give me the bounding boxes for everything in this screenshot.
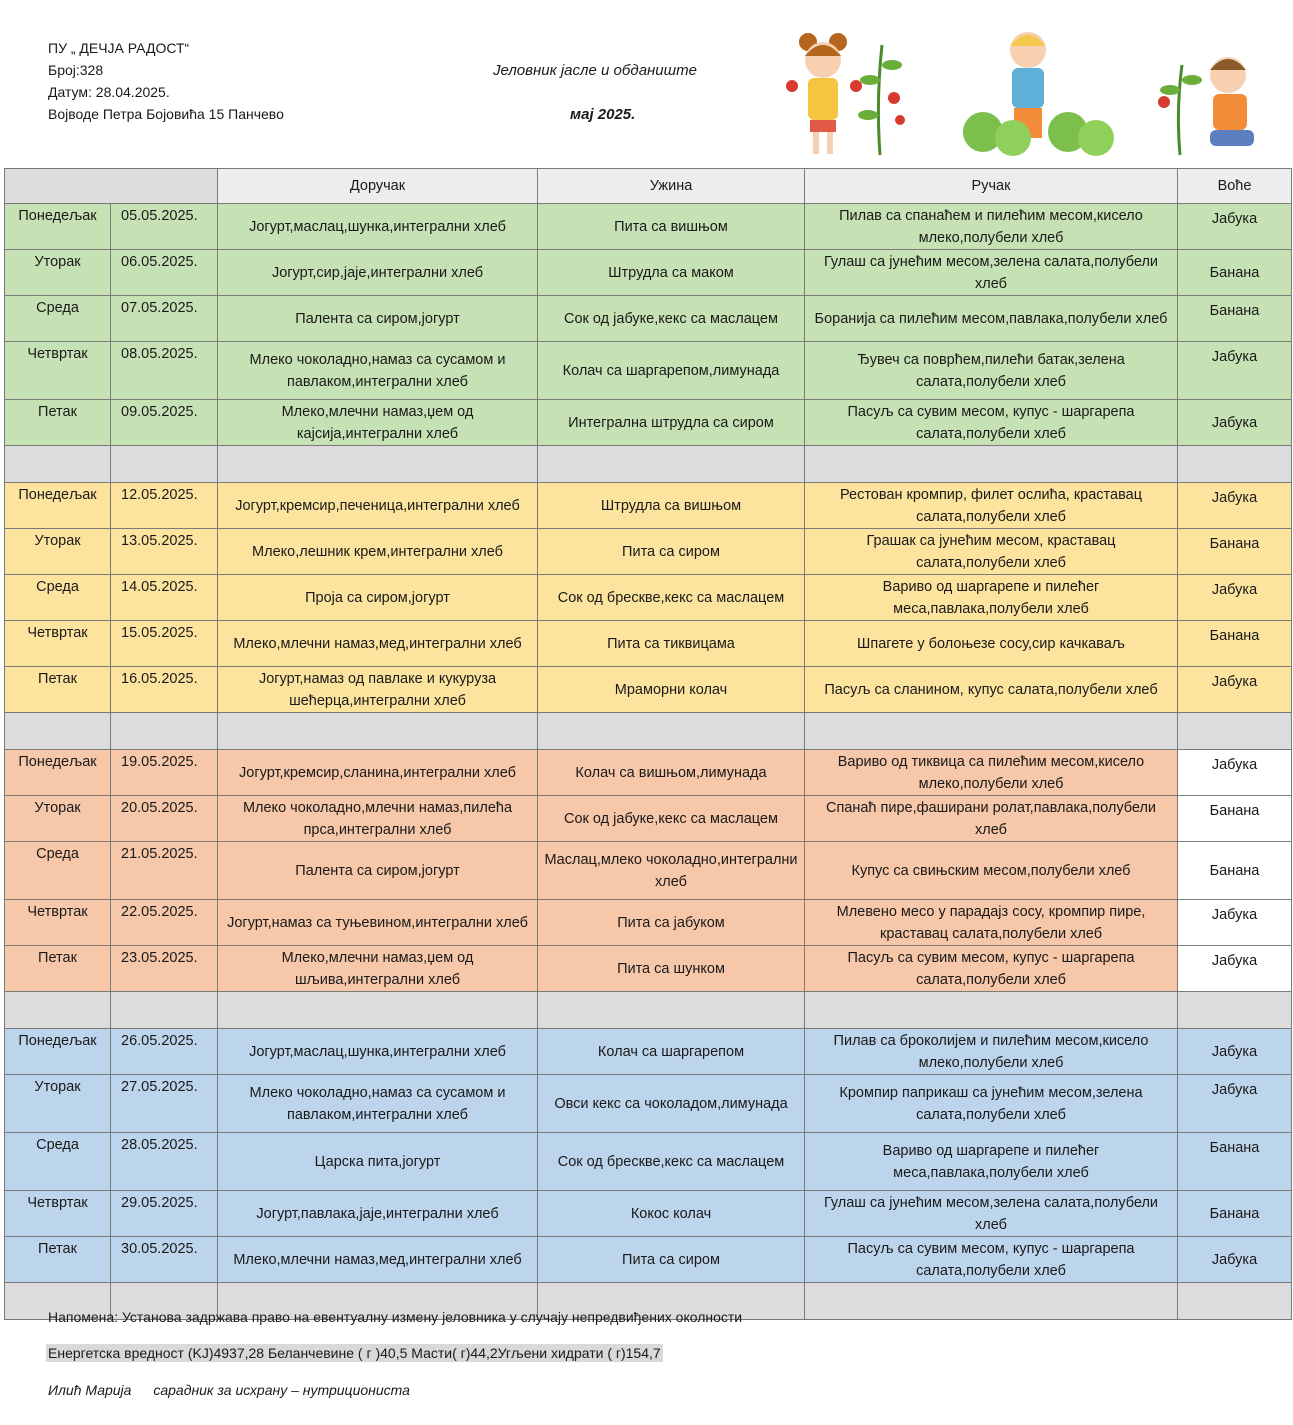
table-row — [5, 750, 1292, 796]
column-header-lunch: Ручак — [805, 169, 1178, 204]
lunch-cell: Купус са свињским месом,полубели хлеб — [805, 842, 1178, 900]
institution-info — [48, 37, 284, 125]
lunch-cell: Вариво од шаргарепе и пилећег меса,павлака,полубели хлеб — [805, 575, 1178, 621]
lunch-cell: Вариво од тиквица са пилећим месом,кисело млеко,полубели хлеб — [805, 750, 1178, 796]
lunch-cell: Шпагете у болоњезе сосу,сир качкаваљ — [805, 621, 1178, 667]
column-header-breakfast: Доручак — [218, 169, 538, 204]
table-row — [5, 483, 1292, 529]
table-row — [5, 667, 1292, 713]
fruit-cell: Јабука — [1178, 400, 1292, 446]
week-separator — [5, 992, 1292, 1029]
lunch-cell: Пасуљ са сланином, купус салата,полубели хлеб — [805, 667, 1178, 713]
snack-cell: Штрудла са вишњом — [538, 483, 805, 529]
breakfast-cell: Палента са сиром,јогурт — [218, 296, 538, 342]
day-date: 06.05.2025. — [111, 250, 218, 296]
energy-values: Енергетска вредност (KJ)4937,28 Беланчевине ( г )40,5 Масти( г)44,2Угљени хидрати ( г)154,7 — [48, 1345, 661, 1361]
institution-address: Војводе Петра Бојовића 15 Панчево — [48, 106, 284, 122]
fruit-cell: Банана — [1178, 1191, 1292, 1237]
table-row — [5, 1029, 1292, 1075]
day-name: Среда — [5, 1133, 111, 1191]
author-role: сарадник за исхрану – нутрициониста — [153, 1382, 410, 1398]
table-row — [5, 842, 1292, 900]
day-name: Четвртак — [5, 1191, 111, 1237]
snack-cell: Колач са шаргарепом — [538, 1029, 805, 1075]
day-name: Четвртак — [5, 900, 111, 946]
table-row — [5, 400, 1292, 446]
day-date: 28.05.2025. — [111, 1133, 218, 1191]
day-date: 21.05.2025. — [111, 842, 218, 900]
table-row — [5, 250, 1292, 296]
day-name: Четвртак — [5, 621, 111, 667]
lunch-cell: Кромпир паприкаш са јунећим месом,зелена салата,полубели хлеб — [805, 1075, 1178, 1133]
institution-name: ПУ „ ДЕЧЈА РАДОСТ“ — [48, 40, 190, 56]
day-date: 22.05.2025. — [111, 900, 218, 946]
header-day-date-cell — [5, 169, 218, 204]
breakfast-cell: Млеко,млечни намаз,џем од кајсија,интегрални хлеб — [218, 400, 538, 446]
snack-cell: Пита са јабуком — [538, 900, 805, 946]
lunch-cell: Гулаш са јунећим месом,зелена салата,полубели хлеб — [805, 250, 1178, 296]
fruit-cell: Банана — [1178, 296, 1292, 342]
day-name: Понедељак — [5, 204, 111, 250]
breakfast-cell: Млеко чоколадно,намаз са сусамом и павлаком,интегрални хлеб — [218, 342, 538, 400]
snack-cell: Пита са сиром — [538, 529, 805, 575]
breakfast-cell: Јогурт,кремсир,сланина,интегрални хлеб — [218, 750, 538, 796]
author-name: Илић Марија — [48, 1382, 132, 1398]
day-date: 30.05.2025. — [111, 1237, 218, 1283]
fruit-cell: Јабука — [1178, 204, 1292, 250]
tomato-plant-2 — [1158, 65, 1202, 155]
document-date: Датум: 28.04.2025. — [48, 84, 170, 100]
breakfast-cell: Јогурт,маслац,шунка,интегрални хлеб — [218, 204, 538, 250]
fruit-cell: Банана — [1178, 250, 1292, 296]
breakfast-cell: Јогурт,павлака,јаје,интегрални хлеб — [218, 1191, 538, 1237]
breakfast-cell: Јогурт,намаз од павлаке и кукуруза шећерца,интегрални хлеб — [218, 667, 538, 713]
lunch-cell: Пилав са спанаћем и пилећим месом,кисело млеко,полубели хлеб — [805, 204, 1178, 250]
column-header-fruit: Воће — [1178, 169, 1292, 204]
day-date: 19.05.2025. — [111, 750, 218, 796]
lunch-cell: Гулаш са јунећим месом,зелена салата,полубели хлеб — [805, 1191, 1178, 1237]
fruit-cell: Јабука — [1178, 1075, 1292, 1133]
fruit-cell: Банана — [1178, 621, 1292, 667]
breakfast-cell: Проја са сиром,јогурт — [218, 575, 538, 621]
day-name: Петак — [5, 1237, 111, 1283]
table-row — [5, 204, 1292, 250]
lunch-cell: Рестован кромпир, филет ослића, краставац салата,полубели хлеб — [805, 483, 1178, 529]
table-row — [5, 796, 1292, 842]
snack-cell: Сок од јабуке,кекс са маслацем — [538, 296, 805, 342]
day-date: 27.05.2025. — [111, 1075, 218, 1133]
table-row — [5, 342, 1292, 400]
table-row — [5, 1075, 1292, 1133]
table-row — [5, 296, 1292, 342]
day-name: Понедељак — [5, 1029, 111, 1075]
table-row — [5, 529, 1292, 575]
column-header-snack: Ужина — [538, 169, 805, 204]
fruit-cell: Јабука — [1178, 946, 1292, 992]
table-row — [5, 1133, 1292, 1191]
snack-cell: Колач са вишњом,лимунада — [538, 750, 805, 796]
fruit-cell: Јабука — [1178, 1029, 1292, 1075]
day-name: Четвртак — [5, 342, 111, 400]
lunch-cell: Пасуљ са сувим месом, купус - шаргарепа салата,полубели хлеб — [805, 1237, 1178, 1283]
breakfast-cell: Млеко чоколадно,намаз са сусамом и павлаком,интегрални хлеб — [218, 1075, 538, 1133]
day-date: 05.05.2025. — [111, 204, 218, 250]
snack-cell: Мраморни колач — [538, 667, 805, 713]
snack-cell: Пита са сиром — [538, 1237, 805, 1283]
fruit-cell: Јабука — [1178, 483, 1292, 529]
snack-cell: Пита са тиквицама — [538, 621, 805, 667]
snack-cell: Сок од брескве,кекс са маслацем — [538, 1133, 805, 1191]
table-row — [5, 621, 1292, 667]
table-row — [5, 1237, 1292, 1283]
snack-cell: Маслац,млеко чоколадно,интегрални хлеб — [538, 842, 805, 900]
breakfast-cell: Јогурт,кремсир,печеница,интегрални хлеб — [218, 483, 538, 529]
day-date: 08.05.2025. — [111, 342, 218, 400]
snack-cell: Пита са вишњом — [538, 204, 805, 250]
snack-cell: Овси кекс са чоколадом,лимунада — [538, 1075, 805, 1133]
boy-figure-right — [1210, 57, 1254, 146]
snack-cell: Пита са шунком — [538, 946, 805, 992]
snack-cell: Сок од јабуке,кекс са маслацем — [538, 796, 805, 842]
table-row — [5, 575, 1292, 621]
day-name: Петак — [5, 946, 111, 992]
footer-note: Напомена: Установа задржава право на евентуалну измену јеловника у случају непредвиђених околности — [48, 1309, 743, 1325]
signature-line — [48, 1382, 410, 1398]
day-name: Петак — [5, 667, 111, 713]
week-separator — [5, 713, 1292, 750]
breakfast-cell: Јогурт,намаз са туњевином,интегрални хлеб — [218, 900, 538, 946]
lunch-cell: Вариво од шаргарепе и пилећег меса,павлака,полубели хлеб — [805, 1133, 1178, 1191]
weekly-menu-table — [4, 168, 1292, 1320]
day-date: 14.05.2025. — [111, 575, 218, 621]
breakfast-cell: Млеко,млечни намаз,џем од шљива,интегрални хлеб — [218, 946, 538, 992]
table-row — [5, 1191, 1292, 1237]
day-name: Среда — [5, 575, 111, 621]
snack-cell: Колач са шаргарепом,лимунада — [538, 342, 805, 400]
fruit-cell: Банана — [1178, 796, 1292, 842]
fruit-cell: Јабука — [1178, 1237, 1292, 1283]
breakfast-cell: Царска пита,јогурт — [218, 1133, 538, 1191]
lunch-cell: Пасуљ са сувим месом, купус - шаргарепа салата,полубели хлеб — [805, 400, 1178, 446]
table-row — [5, 946, 1292, 992]
breakfast-cell: Палента са сиром,јогурт — [218, 842, 538, 900]
day-date: 16.05.2025. — [111, 667, 218, 713]
week-separator — [5, 446, 1292, 483]
lunch-cell: Спанаћ пире,фаширани ролат,павлака,полубели хлеб — [805, 796, 1178, 842]
snack-cell: Кокос колач — [538, 1191, 805, 1237]
lunch-cell: Боранија са пилећим месом,павлака,полубели хлеб — [805, 296, 1178, 342]
lunch-cell: Ђувеч са поврћем,пилећи батак,зелена салата,полубели хлеб — [805, 342, 1178, 400]
day-name: Уторак — [5, 796, 111, 842]
breakfast-cell: Јогурт,маслац,шунка,интегрални хлеб — [218, 1029, 538, 1075]
day-date: 29.05.2025. — [111, 1191, 218, 1237]
day-date: 20.05.2025. — [111, 796, 218, 842]
snack-cell: Сок од брескве,кекс са маслацем — [538, 575, 805, 621]
day-date: 26.05.2025. — [111, 1029, 218, 1075]
fruit-cell: Јабука — [1178, 667, 1292, 713]
day-name: Среда — [5, 842, 111, 900]
snack-cell: Интегрална штрудла са сиром — [538, 400, 805, 446]
breakfast-cell: Млеко,млечни намаз,мед,интегрални хлеб — [218, 621, 538, 667]
day-name: Уторак — [5, 529, 111, 575]
breakfast-cell: Млеко,млечни намаз,мед,интегрални хлеб — [218, 1237, 538, 1283]
fruit-cell: Јабука — [1178, 575, 1292, 621]
day-date: 13.05.2025. — [111, 529, 218, 575]
breakfast-cell: Млеко,лешник крем,интегрални хлеб — [218, 529, 538, 575]
day-name: Среда — [5, 296, 111, 342]
lunch-cell: Пилав са броколијем и пилећим месом,кисело млеко,полубели хлеб — [805, 1029, 1178, 1075]
day-date: 15.05.2025. — [111, 621, 218, 667]
lunch-cell: Млевено месо у парадајз сосу, кромпир пире, краставац салата,полубели хлеб — [805, 900, 1178, 946]
girl-figure — [786, 33, 862, 154]
day-date: 12.05.2025. — [111, 483, 218, 529]
day-name: Понедељак — [5, 483, 111, 529]
fruit-cell: Банана — [1178, 842, 1292, 900]
menu-month: мај 2025. — [570, 106, 636, 123]
day-name: Уторак — [5, 250, 111, 296]
children-garden-illustration — [778, 20, 1278, 165]
lunch-cell: Грашак са јунећим месом, краставац салата,полубели хлеб — [805, 529, 1178, 575]
day-date: 23.05.2025. — [111, 946, 218, 992]
day-name: Понедељак — [5, 750, 111, 796]
day-name: Уторак — [5, 1075, 111, 1133]
day-name: Петак — [5, 400, 111, 446]
table-header-row — [5, 169, 1292, 204]
breakfast-cell: Јогурт,сир,јаје,интегрални хлеб — [218, 250, 538, 296]
fruit-cell: Банана — [1178, 529, 1292, 575]
breakfast-cell: Млеко чоколадно,млечни намаз,пилећа прса,интегрални хлеб — [218, 796, 538, 842]
lunch-cell: Пасуљ са сувим месом, купус - шаргарепа салата,полубели хлеб — [805, 946, 1178, 992]
tomato-plant-1 — [858, 45, 905, 155]
fruit-cell: Јабука — [1178, 750, 1292, 796]
fruit-cell: Банана — [1178, 1133, 1292, 1191]
day-date: 09.05.2025. — [111, 400, 218, 446]
fruit-cell: Јабука — [1178, 900, 1292, 946]
table-row — [5, 900, 1292, 946]
day-date: 07.05.2025. — [111, 296, 218, 342]
fruit-cell: Јабука — [1178, 342, 1292, 400]
document-number: Број:328 — [48, 62, 104, 78]
snack-cell: Штрудла са маком — [538, 250, 805, 296]
menu-title: Јеловник јасле и обданиште — [493, 62, 697, 79]
